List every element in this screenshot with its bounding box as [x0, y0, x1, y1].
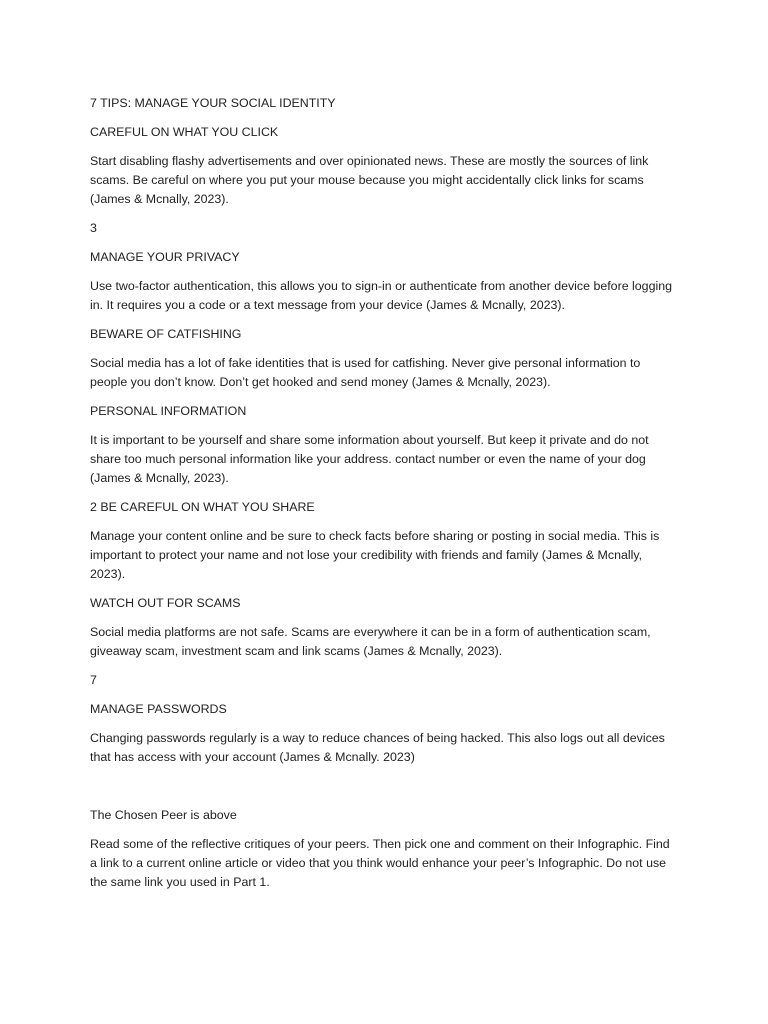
- section-text-passwords: Changing passwords regularly is a way to reduce chances of being hacked. This also logs out all devices that has access with your account (James & Mcnally. 2023): [90, 731, 665, 764]
- document-body: [90, 94, 680, 902]
- section-heading-passwords: MANAGE PASSWORDS: [90, 702, 227, 716]
- assignment-instructions: Read some of the reflective critiques of your peers. Then pick one and comment on their Infographic. Find a link to a current online article or video that you think would enhance your peer’s Infographic. Do not use the same link you used in Part 1.: [90, 837, 670, 889]
- section-number-7: 7: [90, 673, 97, 687]
- section-heading-manage-privacy: MANAGE YOUR PRIVACY: [90, 250, 240, 264]
- section-text-catfishing: Social media has a lot of fake identities that is used for catfishing. Never give personal information to people you don’t know. Don’t get hooked and send money (James & Mcnally, 2023).: [90, 356, 641, 389]
- chosen-peer-note: The Chosen Peer is above: [90, 808, 237, 822]
- section-heading-catfishing: BEWARE OF CATFISHING: [90, 327, 242, 341]
- section-text-scams: Social media platforms are not safe. Scams are everywhere it can be in a form of authentication scam, giveaway scam, investment scam and link scams (James & Mcnally, 2023).: [90, 625, 651, 658]
- blank-line: [90, 777, 680, 806]
- section-heading-careful-share: 2 BE CAREFUL ON WHAT YOU SHARE: [90, 500, 315, 514]
- section-heading-scams: WATCH OUT FOR SCAMS: [90, 596, 241, 610]
- section-text-careful-share: Manage your content online and be sure to check facts before sharing or posting in social media. This is important to protect your name and not lose your credibility with friends and family (James & Mcnally, 2023).: [90, 529, 660, 581]
- section-number-3: 3: [90, 221, 97, 235]
- section-text-personal-information: It is important to be yourself and share some information about yourself. But keep it private and do not share too much personal information like your address. contact number or even the name of your dog (James & Mcnally, 2023).: [90, 433, 649, 485]
- section-heading-careful-click: CAREFUL ON WHAT YOU CLICK: [90, 125, 279, 139]
- section-heading-personal-information: PERSONAL INFORMATION: [90, 404, 247, 418]
- section-text-careful-click: Start disabling flashy advertisements and over opinionated news. These are mostly the sources of link scams. Be careful on where you put your mouse because you might accidentally click links for scams (James & Mcnally, 2023).: [90, 154, 649, 206]
- document-title: 7 TIPS: MANAGE YOUR SOCIAL IDENTITY: [90, 96, 336, 110]
- section-text-manage-privacy: Use two-factor authentication, this allows you to sign-in or authenticate from another device before logging in. It requires you a code or a text message from your device (James & Mcnally, 2023).: [90, 279, 672, 312]
